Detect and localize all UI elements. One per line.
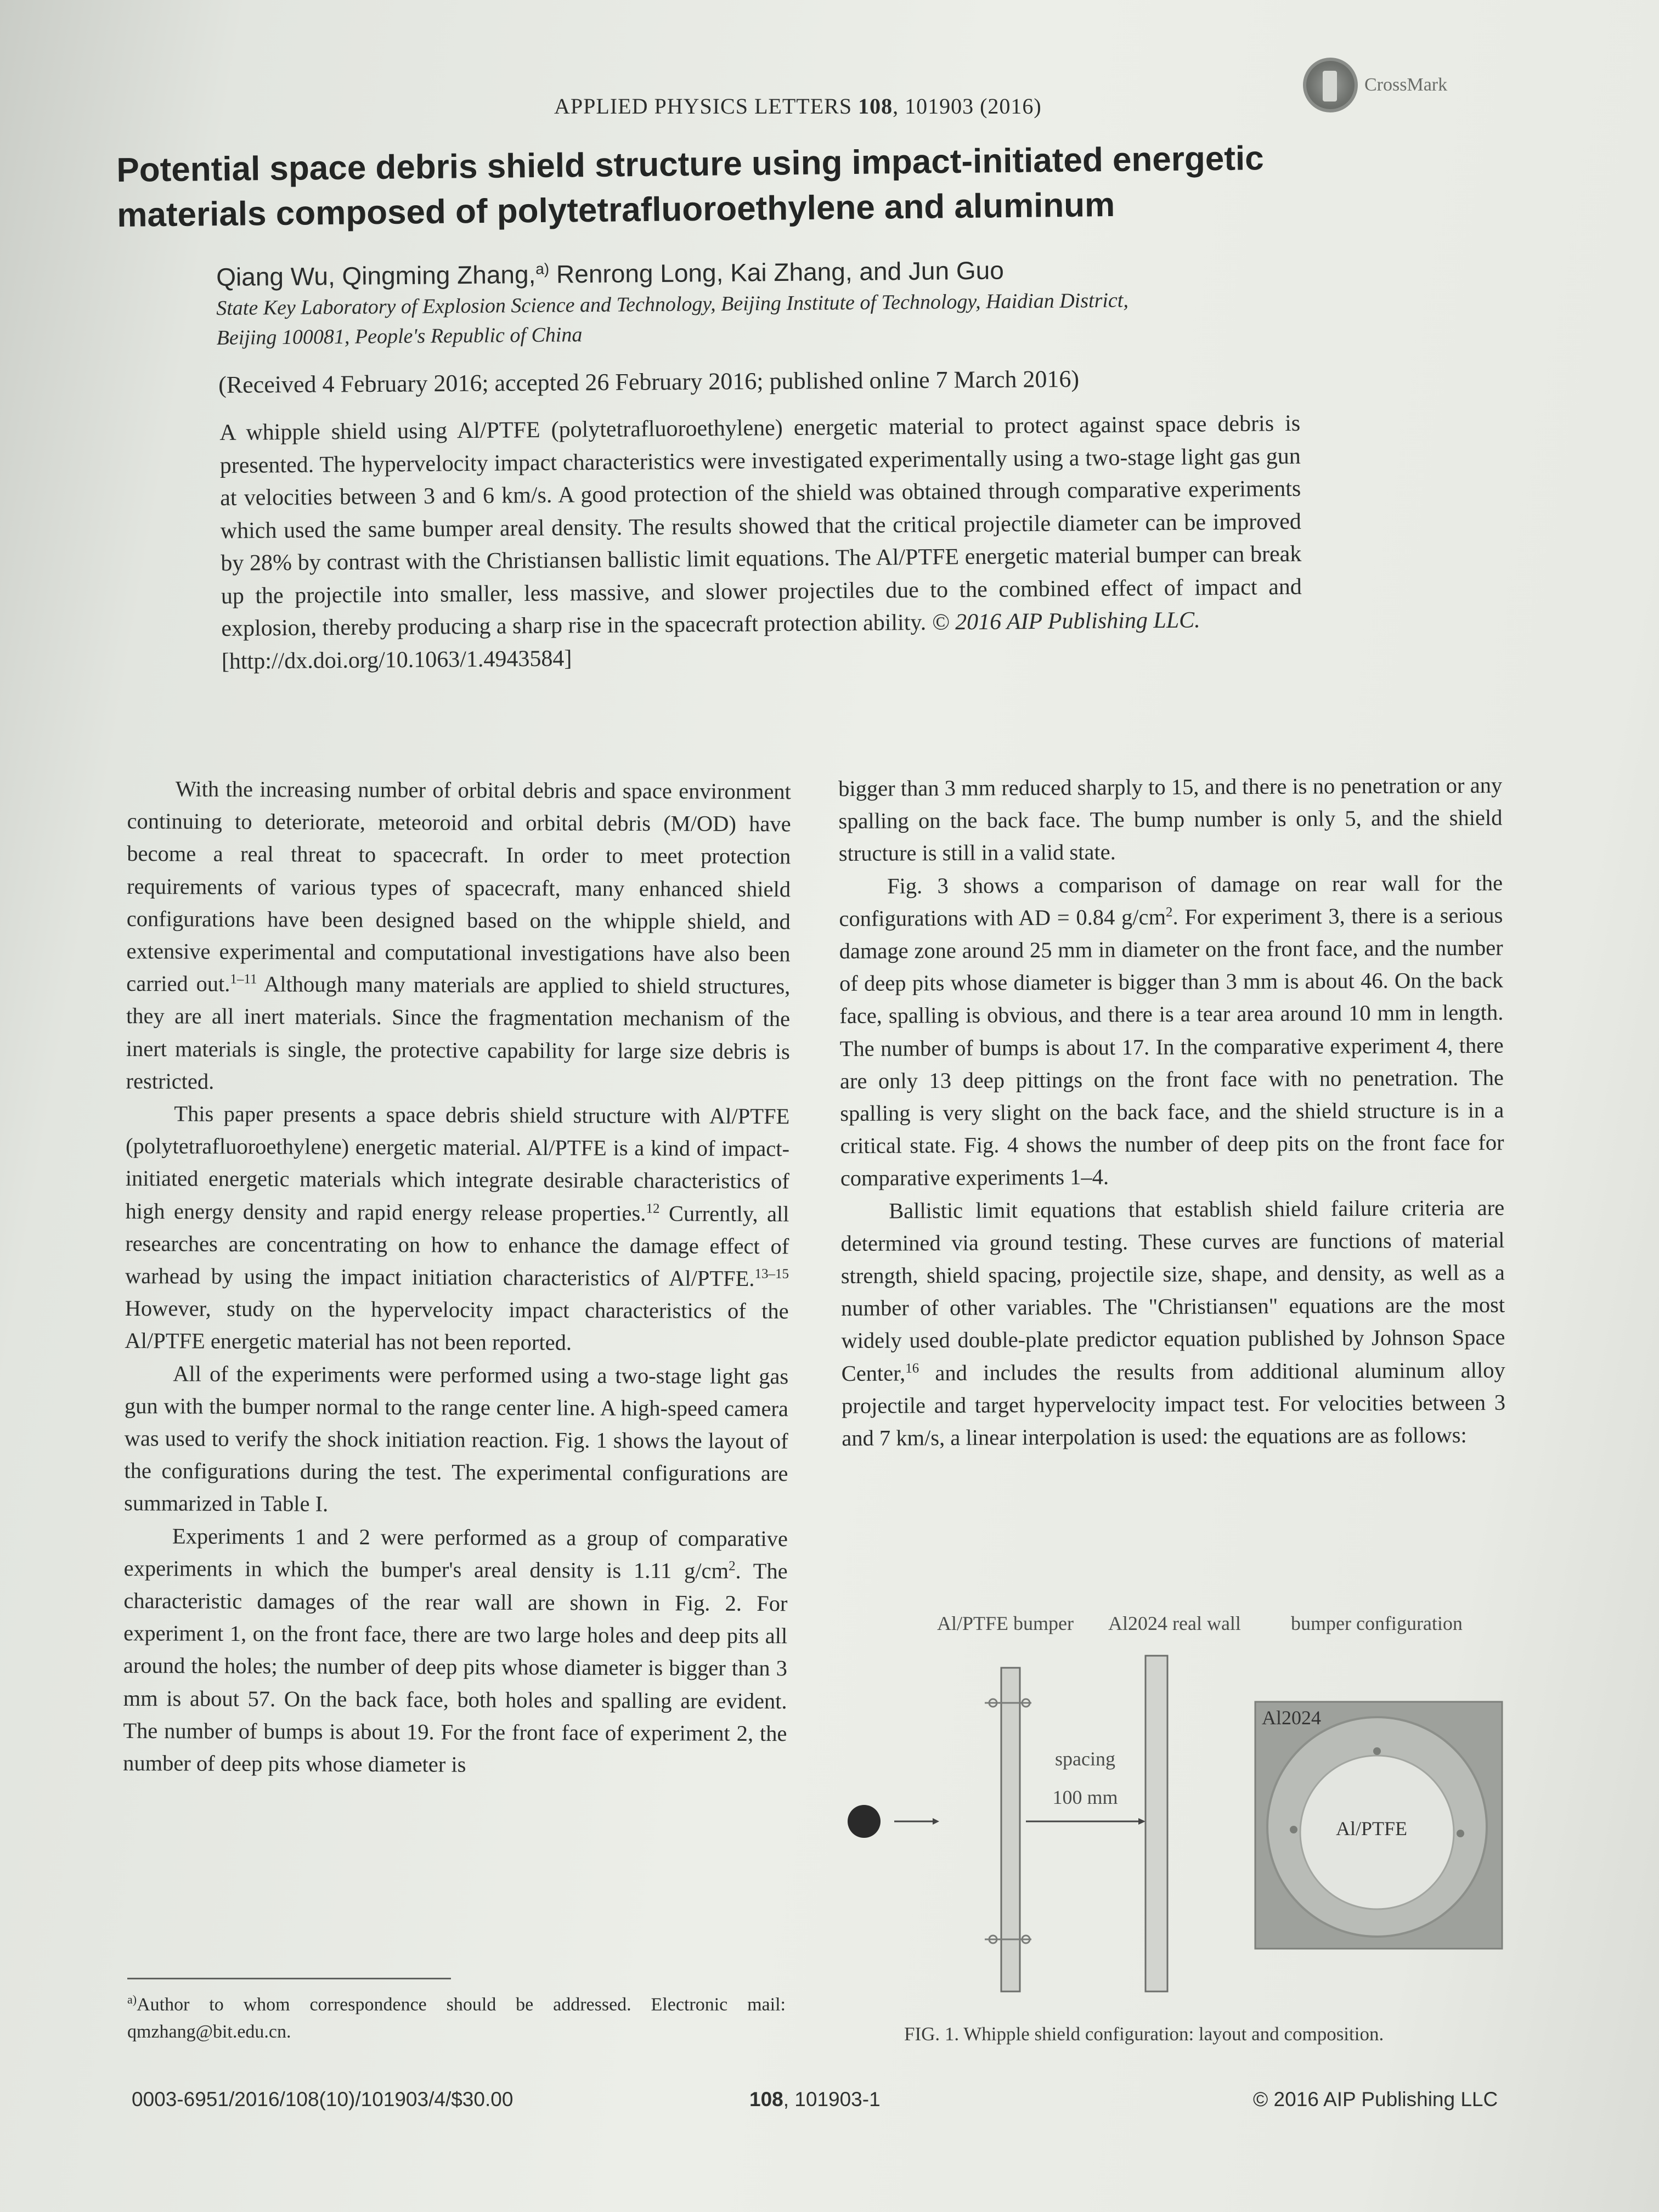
paragraph: This paper presents a space debris shield structure with Al/PTFE (polytetrafluoroethylene) energetic material. Al/PTFE is a kind of impact-initiated energetic materials which integrate desirable characteristics of high energy density and rapid energy release properties.$^{12}$ Currently, all researches are concentrating on how to enhance the damage effect of warhead by using the impact initiation characteristics of Al/PTFE.$^{13-15}$ However, study on the hypervelocity impact characteristics of the Al/PTFE energetic material has not been reported. bbox=[125, 1101, 790, 1355]
title-line-1: Potential space debris shield structure using impact-initiated energetic bbox=[116, 139, 1264, 189]
reference-marker[interactable]: 1–11 bbox=[230, 972, 257, 987]
rear-wall bbox=[1146, 1656, 1167, 1991]
label-wall: Al2024 real wall bbox=[1108, 1612, 1241, 1634]
photo-label-outer: Al2024 bbox=[1262, 1707, 1321, 1729]
paragraph: Fig. 3 shows a comparison of damage on rear wall for the configurations with AD = 0.84 $g/cm^2$. For experiment 3, there is a serious damage zone around 25 mm in diameter on the front face, and the number of deep pits whose diameter is bigger than 3 mm is about 46. On the back face, spalling is obvious, and there is a tear area around 10 mm in length. The number of bumps is about 17. In the comparative experiment 4, there are only 13 deep pittings on the front face with no penetration. The spalling is very slight on the back face, and the shield structure is in a critical state. Fig. 4 shows the number of deep pits on the front face for comparative experiments 1–4. bbox=[839, 870, 1504, 1191]
footer-copyright: © 2016 AIP Publishing LLC bbox=[1253, 2088, 1498, 2111]
label-config: bumper configuration bbox=[1291, 1612, 1463, 1634]
paragraph: bigger than 3 mm reduced sharply to 15, and there is no penetration or any spalling on the back face. The bump number is only 5, and the shield structure is still in a valid state. bbox=[838, 772, 1503, 866]
author-list: Qiang Wu, Qingming Zhang,$^{a)}$ Renrong Long, Kai Zhang, and Jun Guo bbox=[216, 256, 1005, 291]
crossmark-icon bbox=[1303, 58, 1358, 112]
spacing-label: spacing bbox=[1055, 1748, 1115, 1770]
received-dates: (Received 4 February 2016; accepted 26 February 2016; published online 7 March 2016) bbox=[218, 365, 1080, 398]
journal-header: APPLIED PHYSICS LETTERS 108, 101903 (2016) bbox=[554, 94, 1042, 119]
body-column-left bbox=[123, 772, 791, 1782]
paragraph: Experiments 1 and 2 were performed as a group of comparative experiments in which the bumper's areal density is 1.11 $g/cm^2$. The characteristic damages of the rear wall are shown in Fig. 2. For experiment 1, on the front face, there are two large holes and deep pits all around the holes; the number of deep pits whose diameter is bigger than 3 mm is about 57. On the back face, both holes and spalling are evident. The number of bumps is about 19. For the front face of experiment 2, the number of deep pits whose diameter is bbox=[123, 1523, 788, 1777]
spacing-value: 100 mm bbox=[1052, 1786, 1118, 1808]
body-column-right bbox=[838, 769, 1505, 1455]
paragraph: All of the experiments were performed using a two-stage light gas gun with the bumper normal to the range center line. A high-speed camera was used to verify the shock initiation reaction. Fig. 1 shows the layout of the configurations during the test. The experimental configurations are summarized in Table I. bbox=[124, 1361, 789, 1517]
figure-1-diagram bbox=[823, 1635, 1514, 1997]
affiliation: State Key Laboratory of Explosion Science and Technology, Beijing Institute of Technology, Haidian District, Beijing 100081, People's Republic of China bbox=[216, 289, 1129, 349]
reference-marker[interactable]: 13–15 bbox=[754, 1266, 789, 1282]
footnote: $^{a)}$Author to whom correspondence should be addressed. Electronic mail: qmzhang@bit.edu.cn. bbox=[127, 1993, 786, 2042]
author-footnote-marker: a) bbox=[535, 260, 550, 278]
abstract: A whipple shield using Al/PTFE (polytetrafluoroethylene) energetic material to protect against space debris is presented. The hypervelocity impact characteristics were investigated experimentally using a two-stage light gas gun at velocities between 3 and 6 km/s. A good protection of the shield was obtained through comparative experiments which used the same bumper areal density. The results showed that the critical projectile diameter can be improved by 28% by contrast with the Christiansen ballistic limit equations. The Al/PTFE energetic material bumper can break up the projectile into smaller, less massive, and slower projectiles due to the combined effect of impact and explosion, thereby producing a sharp rise in the spacecraft protection ability. © 2016 AIP Publishing LLC. [http://dx.doi.org/10.1063/1.4943584] bbox=[219, 410, 1302, 674]
crossmark-badge[interactable] bbox=[1303, 55, 1484, 115]
footer-page-number: 108, 101903-1 bbox=[749, 2088, 881, 2111]
article-title bbox=[116, 134, 1434, 238]
bumper-plate bbox=[1001, 1668, 1020, 1991]
crossmark-label: CrossMark bbox=[1364, 75, 1448, 95]
doi-link[interactable]: [http://dx.doi.org/10.1063/1.4943584] bbox=[221, 645, 572, 674]
photo-label-inner: Al/PTFE bbox=[1336, 1818, 1408, 1839]
paragraph: Ballistic limit equations that establish shield failure criteria are determined via ground testing. These curves are functions of material strength, shield spacing, projectile size, shape, and density, as well as a number of other variables. The "Christiansen" equations are the most widely used double-plate predictor equation published by Johnson Space Center,$^{16}$ and includes the results from additional aluminum alloy projectile and target hypervelocity impact test. For velocities between 3 and 7 km/s, a linear interpolation is used: the equations are as follows: bbox=[840, 1195, 1506, 1451]
label-bumper: Al/PTFE bumper bbox=[937, 1612, 1074, 1634]
projectile bbox=[848, 1805, 881, 1838]
figure-caption: FIG. 1. Whipple shield configuration: layout and composition. bbox=[904, 2023, 1384, 2045]
reference-marker[interactable]: 12 bbox=[646, 1201, 660, 1216]
footnote-divider bbox=[127, 1978, 451, 1979]
reference-marker[interactable]: 16 bbox=[905, 1361, 919, 1376]
title-line-2: materials composed of polytetrafluoroethylene and aluminum bbox=[116, 185, 1115, 234]
paragraph: With the increasing number of orbital debris and space environment continuing to deteriorate, meteoroid and orbital debris (M/OD) have become a real threat to spacecraft. In order to meet protection requirements of various types of spacecraft, many enhanced shield configurations have been designed based on the whipple shield, and extensive experimental and computational investigations have also been carried out.$^{1-11}$ Although many materials are applied to shield structures, they are all inert materials. Since the fragmentation mechanism of the inert materials is single, the protective capability for large size debris is restricted. bbox=[126, 776, 791, 1094]
abstract-copyright: © 2016 AIP Publishing LLC. bbox=[932, 607, 1200, 635]
footer-issn: 0003-6951/2016/108(10)/101903/4/$30.00 bbox=[132, 2088, 514, 2111]
